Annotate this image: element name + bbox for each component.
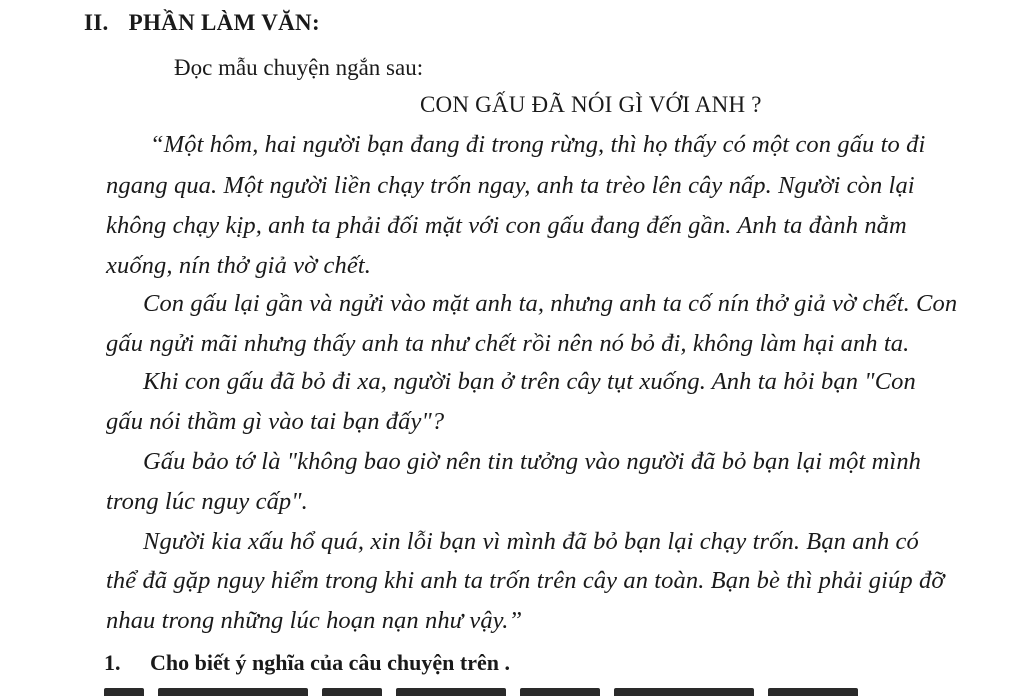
story-line: gấu ngửi mãi nhưng thấy anh ta như chết rồi nên nó bỏ đi, không làm hại anh ta. xyxy=(106,330,910,357)
cut-off-next-line xyxy=(104,688,924,696)
question-number: 1. xyxy=(104,650,121,675)
story-title: CON GẤU ĐÃ NÓI GÌ VỚI ANH ? xyxy=(420,92,762,117)
story-line: nhau trong những lúc hoạn nạn như vậy.” xyxy=(106,607,523,634)
intro-text: Đọc mẫu chuyện ngắn sau: xyxy=(174,55,424,80)
story-line: không chạy kịp, anh ta phải đối mặt với con gấu đang đến gần. Anh ta đành nằm xyxy=(106,212,907,239)
story-line: Khi con gấu đã bỏ đi xa, người bạn ở trên cây tụt xuống. Anh ta hỏi bạn "Con xyxy=(143,368,916,395)
question-text: Cho biết ý nghĩa của câu chuyện trên . xyxy=(150,650,510,675)
story-line: “Một hôm, hai người bạn đang đi trong rừng, thì họ thấy có một con gấu to đi xyxy=(150,131,926,158)
story-line: ngang qua. Một người liền chạy trốn ngay, anh ta trèo lên cây nấp. Người còn lại xyxy=(106,172,915,199)
story-line: Con gấu lại gần và ngửi vào mặt anh ta, nhưng anh ta cố nín thở giả vờ chết. Con xyxy=(143,290,958,317)
story-line: thể đã gặp nguy hiểm trong khi anh ta trốn trên cây an toàn. Bạn bè thì phải giúp đỡ xyxy=(106,567,945,594)
story-line: Gấu bảo tớ là "không bao giờ nên tin tưởng vào người đã bỏ bạn lại một mình xyxy=(143,448,922,475)
story-line: gấu nói thầm gì vào tai bạn đấy"? xyxy=(106,408,445,435)
section-heading xyxy=(84,10,320,36)
section-number: II. xyxy=(84,10,109,35)
story-line: xuống, nín thở giả vờ chết. xyxy=(106,252,371,279)
section-title: PHẦN LÀM VĂN: xyxy=(128,10,320,35)
story-line: trong lúc nguy cấp". xyxy=(106,488,308,515)
story-line: Người kia xấu hổ quá, xin lỗi bạn vì mình đã bỏ bạn lại chạy trốn. Bạn anh có xyxy=(143,528,919,555)
question-item xyxy=(104,650,510,676)
